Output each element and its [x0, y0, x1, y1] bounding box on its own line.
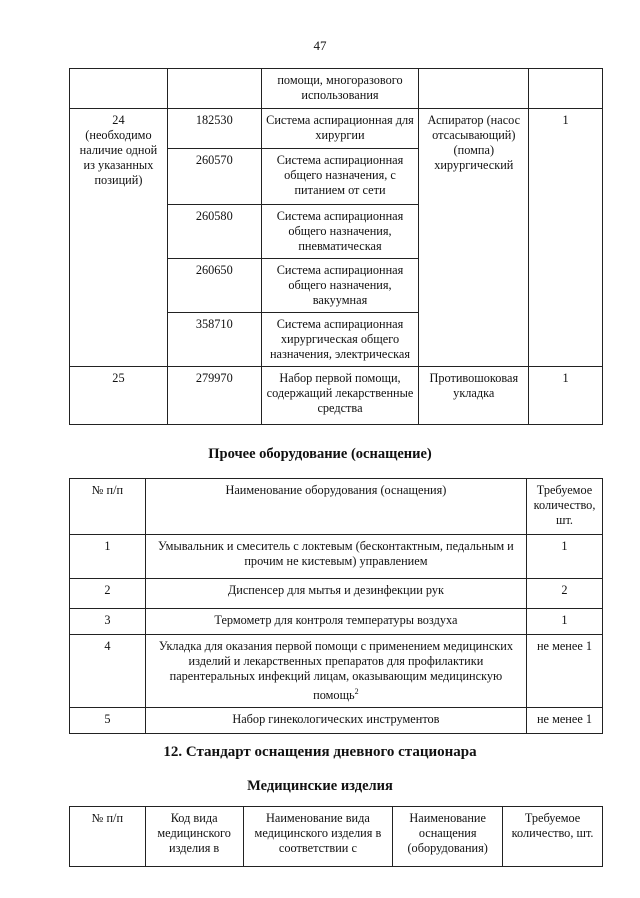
table-row [70, 109, 603, 149]
header-qty: Требуемое количество, шт. [527, 479, 603, 535]
other-equipment-table [69, 478, 603, 734]
medical-devices-table [69, 806, 603, 867]
table-row [70, 579, 603, 609]
cell-name: Система аспирационная общего назначения, вакуумная [261, 259, 419, 313]
section-title-day-hospital: 12. Стандарт оснащения дневного стационара [163, 744, 477, 760]
cell-code: 182530 [167, 109, 261, 149]
header-equipment: Наименование оснащения (оборудования) [393, 807, 503, 867]
cell-qty: не менее 1 [527, 635, 603, 708]
table-row [70, 69, 603, 109]
cell-name: Набор первой помощи, содержащий лекарственные средства [261, 367, 419, 425]
cell-qty: 1 [527, 535, 603, 579]
cell-name: помощи, многоразового использования [261, 69, 419, 109]
cell-equipment [419, 69, 529, 109]
table-row [70, 708, 603, 734]
cell-no: 5 [70, 708, 146, 734]
footnote-marker: 2 [354, 687, 359, 696]
equipment-table-continued [69, 68, 603, 425]
table-header-row [70, 479, 603, 535]
header-qty: Требуемое количество, шт. [503, 807, 603, 867]
cell-code: 260650 [167, 259, 261, 313]
section-title-other-equipment: Прочее оборудование (оснащение) [208, 446, 432, 462]
cell-qty: 1 [529, 109, 603, 367]
cell-qty: 1 [529, 367, 603, 425]
page-number: 47 [313, 38, 327, 53]
cell-code: 279970 [167, 367, 261, 425]
cell-name: Диспенсер для мытья и дезинфекции рук [145, 579, 526, 609]
header-no: № п/п [70, 807, 146, 867]
table-row [70, 609, 603, 635]
cell-no: 2 [70, 579, 146, 609]
cell-qty: не менее 1 [527, 708, 603, 734]
cell-name: Термометр для контроля температуры воздуха [145, 609, 526, 635]
cell-name: Система аспирационная хирургическая общего назначения, электрическая [261, 313, 419, 367]
table-row [70, 367, 603, 425]
table-row [70, 535, 603, 579]
cell-qty: 2 [527, 579, 603, 609]
table-row [70, 635, 603, 708]
cell-no: 4 [70, 635, 146, 708]
cell-code: 260570 [167, 149, 261, 205]
cell-no [70, 69, 168, 109]
section-subtitle-medical-devices: Медицинские изделия [247, 778, 393, 794]
cell-name: Система аспирационная общего назначения, с питанием от сети [261, 149, 419, 205]
cell-equipment: Противошоковая укладка [419, 367, 529, 425]
cell-no: 3 [70, 609, 146, 635]
cell-qty: 1 [527, 609, 603, 635]
cell-code: 358710 [167, 313, 261, 367]
cell-code [167, 69, 261, 109]
cell-name: Система аспирационная для хирургии [261, 109, 419, 149]
header-no: № п/п [70, 479, 146, 535]
cell-no: 25 [70, 367, 168, 425]
cell-no: 24 (необходимо наличие одной из указанных позиций) [70, 109, 168, 367]
cell-no: 1 [70, 535, 146, 579]
header-code: Код вида медицинского изделия в [145, 807, 243, 867]
cell-name: Система аспирационная общего назначения, пневматическая [261, 205, 419, 259]
cell-name [145, 635, 526, 708]
header-name: Наименование вида медицинского изделия в соответствии с [243, 807, 393, 867]
cell-code: 260580 [167, 205, 261, 259]
cell-name-text: Укладка для оказания первой помощи с применением медицинских изделий и лекарственных препаратов для профилактики парентеральных инфекций лицам, оказывающим медицинскую помощь [158, 639, 513, 703]
cell-qty [529, 69, 603, 109]
table-header-row [70, 807, 603, 867]
cell-name: Набор гинекологических инструментов [145, 708, 526, 734]
cell-equipment: Аспиратор (насос отсасывающий) (помпа) хирургический [419, 109, 529, 367]
header-name: Наименование оборудования (оснащения) [145, 479, 526, 535]
cell-name: Умывальник и смеситель с локтевым (бесконтактным, педальным и прочим не кистевым) управлением [145, 535, 526, 579]
